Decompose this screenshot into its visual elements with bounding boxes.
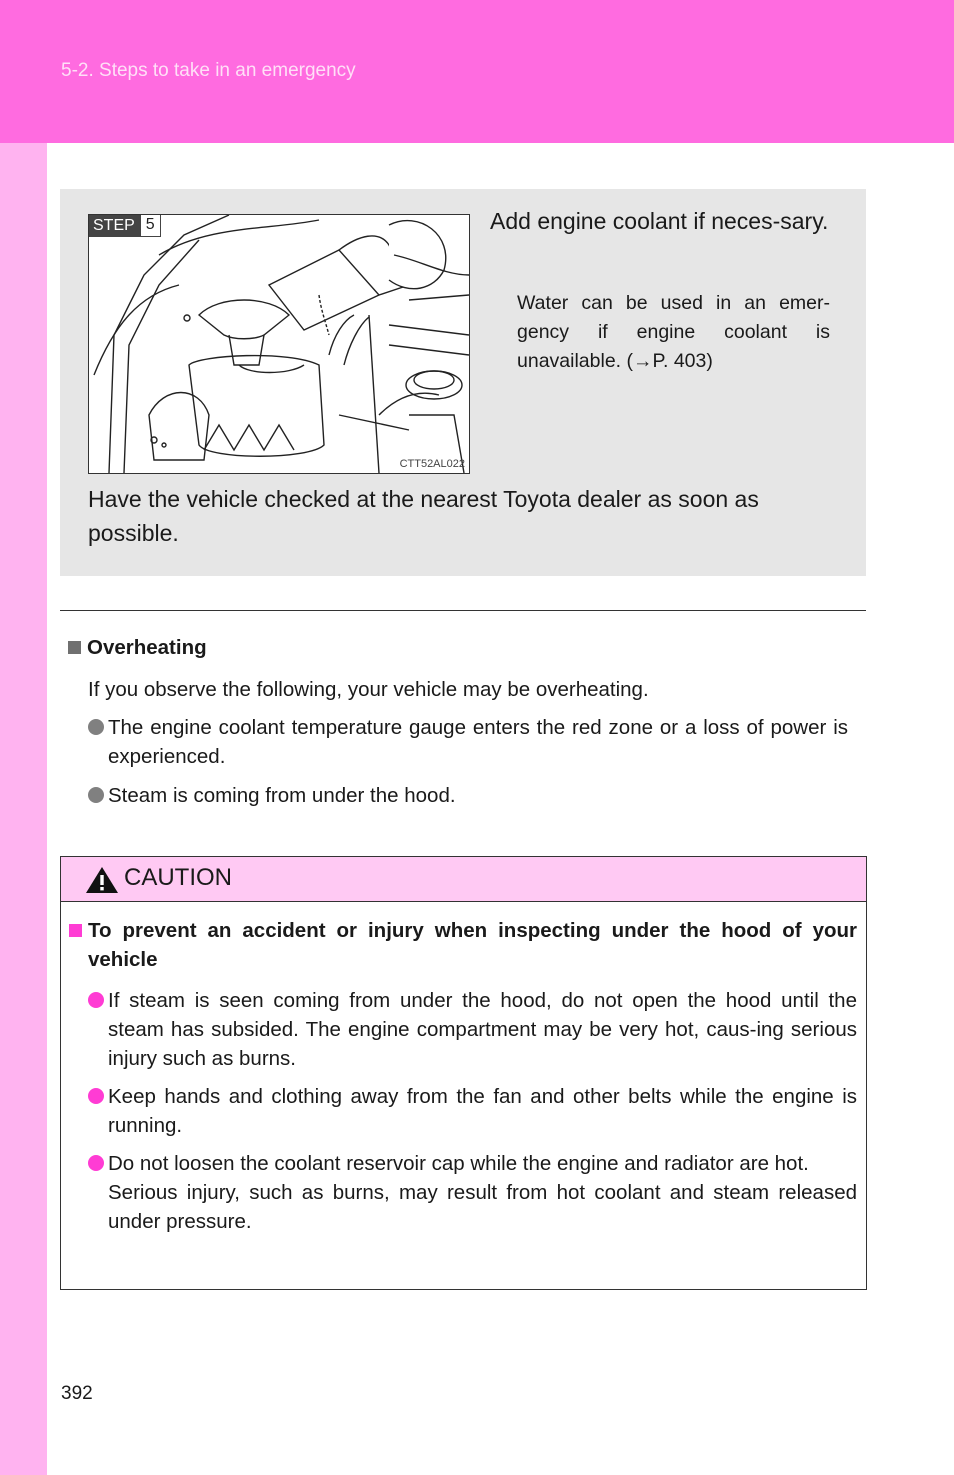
section-divider [60, 610, 866, 611]
step-number: 5 [140, 215, 161, 237]
caution-box [60, 856, 867, 1290]
warning-triangle-icon [85, 866, 119, 894]
illustration-code: CTT52AL022 [399, 458, 465, 470]
engine-coolant-drawing [89, 215, 469, 473]
step-badge [89, 215, 161, 237]
list-item [88, 1082, 857, 1140]
caution-bullet-2: Keep hands and clothing away from the fan and other belts while the engine is running. [108, 1085, 857, 1137]
overheating-bullet-2: Steam is coming from under the hood. [108, 784, 456, 807]
overheating-intro: If you observe the following, your vehicle may be overheating. [88, 678, 649, 701]
list-item [88, 986, 857, 1073]
circle-bullet-icon [88, 992, 104, 1008]
step-instruction: Add engine coolant if neces-sary. [490, 208, 829, 234]
caution-label: CAUTION [124, 864, 232, 891]
step-label: STEP [89, 215, 140, 237]
page-number: 392 [61, 1383, 93, 1404]
list-item [88, 713, 848, 771]
circle-bullet-icon [88, 787, 104, 803]
circle-bullet-icon [88, 1155, 104, 1171]
dealer-check-text: Have the vehicle checked at the nearest Toyota dealer as soon as possible. [88, 486, 759, 546]
step-note: Water can be used in an emer-gency if engine coolant is unavailable. (→P. 403) [517, 292, 830, 372]
side-band [0, 143, 47, 1475]
caution-bullet-3-extra: Serious injury, such as burns, may result from hot coolant and steam released under pressure. [108, 1181, 857, 1233]
caution-bullet-3: Do not loosen the coolant reservoir cap while the engine and radiator are hot. [108, 1152, 809, 1175]
overheating-title: Overheating [87, 636, 207, 659]
section-title: 5-2. Steps to take in an emergency [61, 60, 356, 81]
caution-title [69, 916, 857, 974]
circle-bullet-icon [88, 1088, 104, 1104]
circle-bullet-icon [88, 719, 104, 735]
coolant-illustration [88, 214, 470, 474]
caution-title-text: To prevent an accident or injury when inspecting under the hood of your vehicle [88, 919, 857, 971]
square-bullet-icon [69, 924, 82, 937]
square-bullet-icon [68, 641, 81, 654]
caution-header [61, 857, 866, 902]
overheating-heading [68, 636, 207, 660]
overheating-bullet-1: The engine coolant temperature gauge enters the red zone or a loss of power is experienced. [108, 716, 848, 768]
list-item [88, 781, 848, 810]
list-item [88, 1149, 857, 1236]
caution-bullet-1: If steam is seen coming from under the hood, do not open the hood until the steam has subsided. The engine compartment may be very hot, caus-ing serious injury such as burns. [108, 989, 857, 1070]
